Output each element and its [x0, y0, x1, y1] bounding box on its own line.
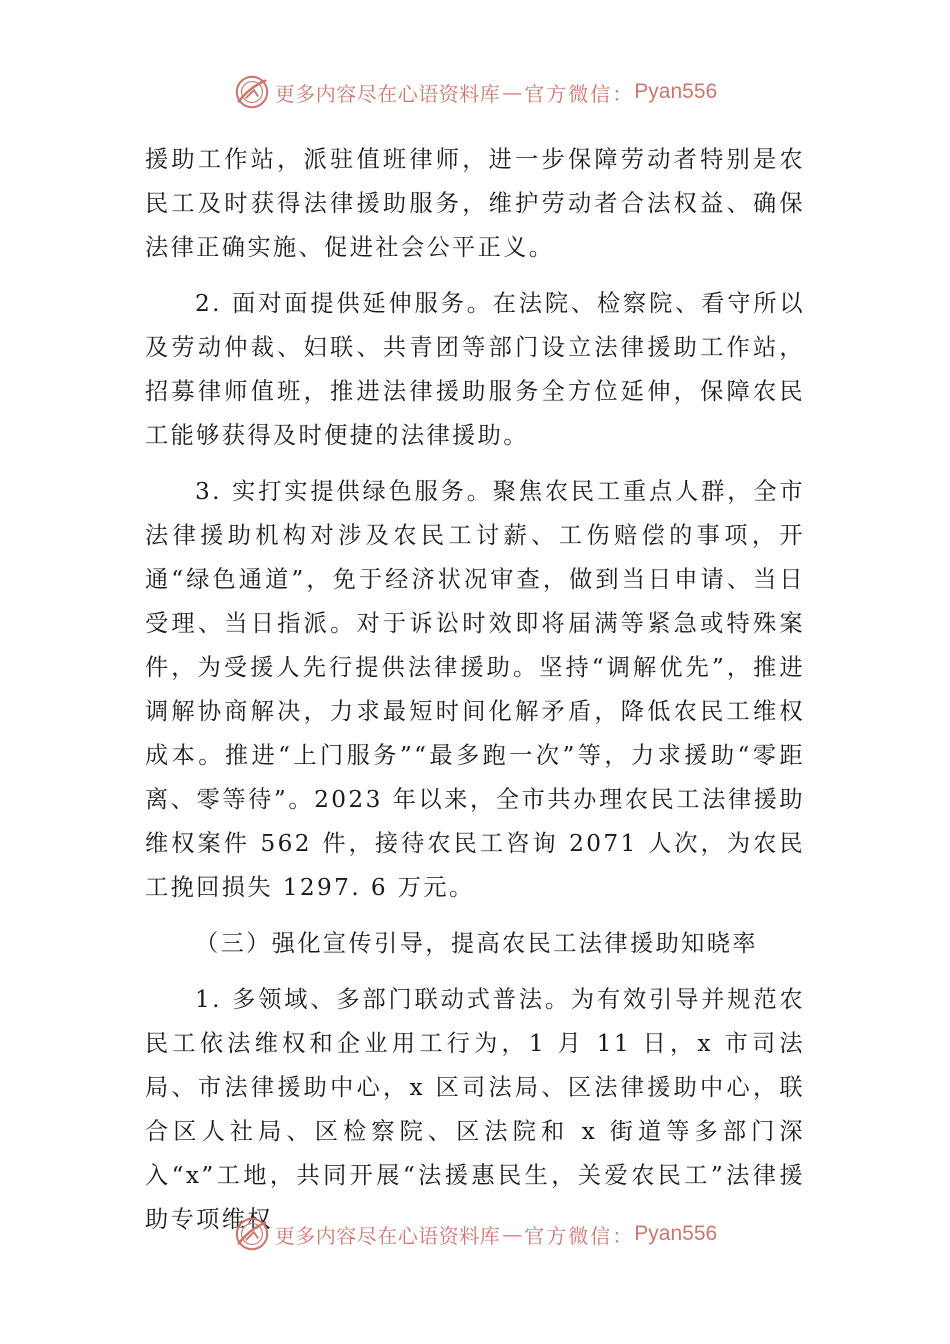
- paragraph-2: 2. 面对面提供延伸服务。在法院、检察院、看守所以及劳动仲裁、妇联、共青团等部门设立法律援助工作站，招募律师值班，推进法律援助服务全方位延伸，保障农民工能够获得及时便捷的法律援助。: [145, 290, 805, 449]
- banner-wechat-id: Pyan556: [634, 80, 718, 103]
- body-text: [145, 138, 805, 1254]
- banner-text: 更多内容尽在心语资料库: [274, 81, 501, 106]
- banner-separator: —: [502, 1222, 523, 1246]
- seal-logo-icon: [233, 73, 271, 111]
- section-heading: （三）强化宣传引导，提高农民工法律援助知晓率: [195, 930, 758, 957]
- banner-separator: —: [502, 80, 523, 104]
- banner-wechat-label: 官方微信：: [524, 1223, 635, 1248]
- banner-wechat-label: 官方微信：: [524, 81, 635, 106]
- header-banner: [0, 70, 950, 114]
- paragraph-3: 3. 实打实提供绿色服务。聚焦农民工重点人群，全市法律援助机构对涉及农民工讨薪、工伤赔偿的事项，开通“绿色通道”，免于经济状况审查，做到当日申请、当日受理、当日指派。对于诉讼时效即将届满等紧急或特殊案件，为受援人先行提供法律援助。坚持“调解优先”，推进调解协商解决，力求最短时间化解矛盾，降低农民工维权成本。推进“上门服务”“最多跑一次”等，力求援助“零距离、零等待”。2023 年以来，全市共办理农民工法律援助维权案件 562 件，接待农民工咨询 2071 人次，为农民工挽回损失 1297. 6 万元。: [145, 478, 805, 901]
- banner-text: 更多内容尽在心语资料库: [274, 1223, 501, 1248]
- footer-banner: [0, 1212, 950, 1256]
- banner-wechat-id: Pyan556: [634, 1222, 718, 1245]
- seal-logo-icon: [233, 1215, 271, 1253]
- paragraph-1: 援助工作站，派驻值班律师，进一步保障劳动者特别是农民工及时获得法律援助服务，维护劳动者合法权益、确保法律正确实施、促进社会公平正义。: [145, 146, 805, 261]
- paragraph-4: 1. 多领域、多部门联动式普法。为有效引导并规范农民工依法维权和企业用工行为，1 月 11 日，x 市司法局、市法律援助中心，x 区司法局、区法律援助中心，联合区人社局、区检察院、区法院和 x 街道等多部门深入“x”工地，共同开展“法援惠民生，关爱农民工”法律援助专项维权: [145, 986, 805, 1233]
